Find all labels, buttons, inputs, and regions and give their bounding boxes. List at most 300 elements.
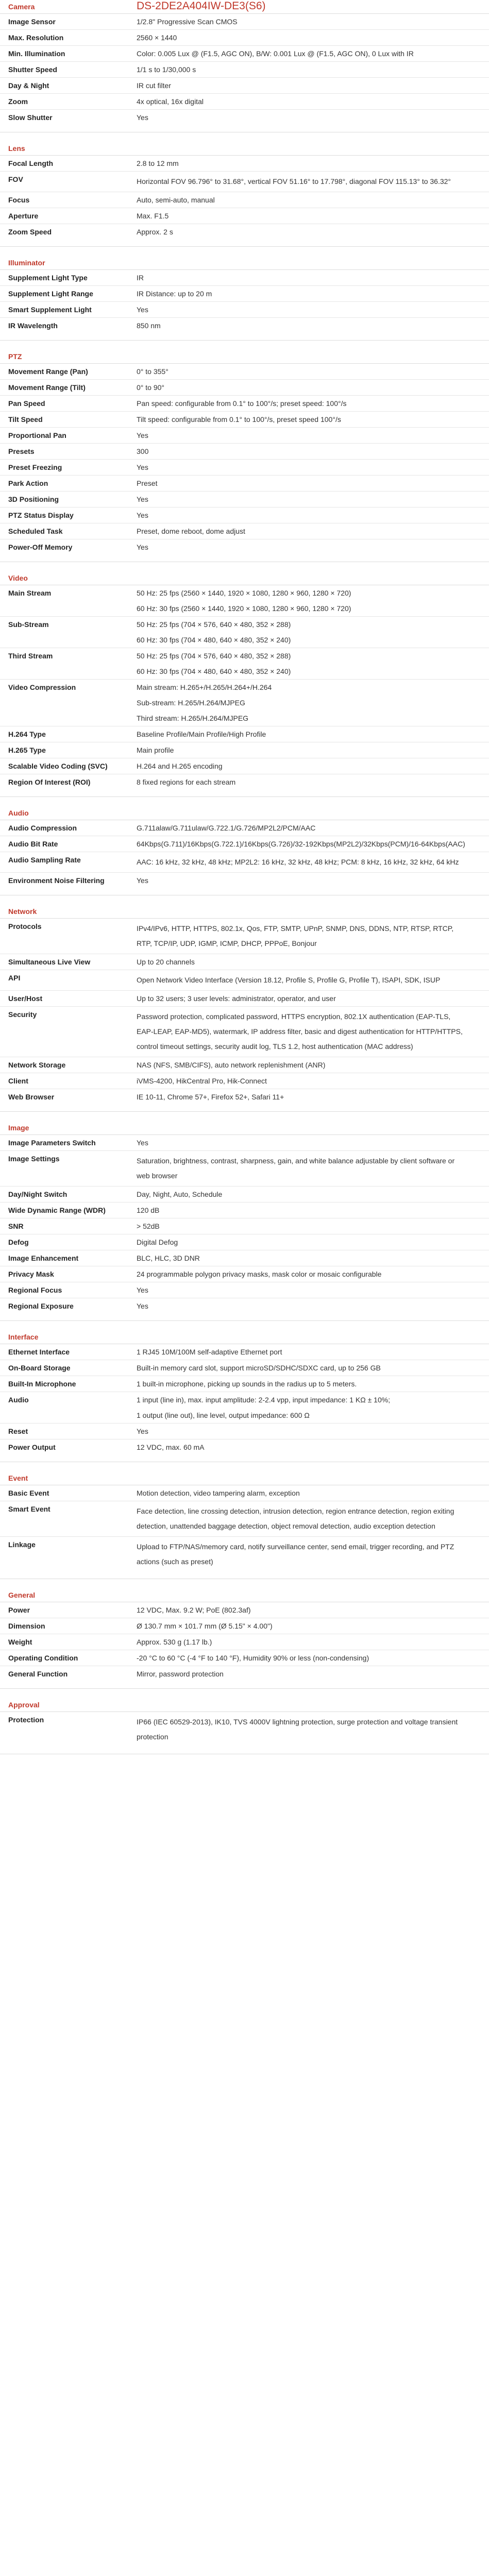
spec-row — [0, 364, 489, 380]
section-title: General — [8, 1591, 36, 1599]
spec-value-line: iVMS-4200, HikCentral Pro, Hik-Connect — [137, 1077, 267, 1085]
spec-row — [0, 1712, 489, 1747]
spec-value — [137, 1669, 466, 1679]
spec-value-line: Horizontal FOV 96.796° to 31.68°, vertical FOV 51.16° to 17.798°, diagonal FOV 115.13° to 36.32° — [137, 177, 451, 185]
spec-section-camera — [0, 0, 489, 132]
section-header — [0, 1330, 489, 1344]
spec-value — [137, 993, 466, 1004]
spec-value — [137, 729, 466, 739]
spec-row — [0, 539, 489, 555]
spec-value-line: 1 input (line in), max. input amplitude: 2-2.4 vpp, input impedance: 1 KΩ ± 10%; — [137, 1396, 391, 1404]
spec-label: H.265 Type — [8, 746, 46, 754]
spec-label: Power Output — [8, 1443, 56, 1451]
spec-label: Smart Event — [8, 1505, 50, 1513]
spec-value-line: Yes — [137, 1286, 148, 1294]
spec-label: Protection — [8, 1716, 44, 1724]
spec-label: Scheduled Task — [8, 527, 63, 535]
spec-section-lens — [0, 142, 489, 247]
spec-label: Defog — [8, 1238, 29, 1246]
spec-value — [137, 875, 466, 886]
spec-row — [0, 1618, 489, 1634]
spec-label: Power — [8, 1606, 30, 1614]
spec-value-line: 50 Hz: 25 fps (704 × 576, 640 × 480, 352 × 288) — [137, 620, 291, 629]
spec-row — [0, 318, 489, 333]
spec-row — [0, 110, 489, 125]
spec-value-line: Mirror, password protection — [137, 1670, 224, 1678]
spec-value — [137, 823, 466, 833]
spec-value-line: 24 programmable polygon privacy masks, mask color or mosaic configurable — [137, 1270, 382, 1278]
spec-row — [0, 523, 489, 539]
spec-row — [0, 286, 489, 302]
spec-value-line: Built-in memory card slot, support microSD/SDHC/SDXC card, up to 256 GB — [137, 1364, 381, 1372]
section-header — [0, 256, 489, 270]
spec-label: Built-In Microphone — [8, 1380, 76, 1388]
spec-row — [0, 507, 489, 523]
spec-row — [0, 30, 489, 46]
section-header — [0, 1698, 489, 1712]
spec-label: H.264 Type — [8, 730, 46, 738]
spec-row — [0, 774, 489, 790]
spec-value — [137, 855, 466, 870]
spec-label: Power-Off Memory — [8, 543, 73, 551]
spec-row — [0, 380, 489, 396]
spec-value-line: Yes — [137, 543, 148, 551]
spec-row — [0, 192, 489, 208]
spec-value — [137, 227, 466, 237]
spec-label: Client — [8, 1077, 28, 1085]
spec-row — [0, 970, 489, 991]
spec-row — [0, 1073, 489, 1089]
spec-value — [137, 48, 466, 59]
spec-value — [137, 273, 466, 283]
spec-label: Slow Shutter — [8, 113, 53, 122]
spec-label: Pan Speed — [8, 399, 45, 408]
spec-value-line: Approx. 530 g (1.17 lb.) — [137, 1638, 212, 1646]
spec-value-line: IR — [137, 274, 144, 282]
spec-row — [0, 172, 489, 192]
spec-value — [137, 158, 466, 168]
spec-label: Movement Range (Tilt) — [8, 383, 86, 392]
spec-label: Zoom — [8, 97, 28, 106]
spec-section-network — [0, 905, 489, 1112]
spec-value-line: Day, Night, Auto, Schedule — [137, 1190, 223, 1198]
spec-row — [0, 1360, 489, 1376]
spec-row — [0, 617, 489, 648]
spec-value-line: Yes — [137, 1427, 148, 1435]
spec-label: Simultaneous Live View — [8, 958, 91, 966]
spec-label: Linkage — [8, 1540, 36, 1549]
spec-row — [0, 1537, 489, 1572]
spec-row — [0, 1666, 489, 1682]
spec-value — [137, 1269, 466, 1279]
spec-label: Basic Event — [8, 1489, 49, 1497]
spec-row — [0, 1187, 489, 1202]
section-title: Network — [8, 907, 37, 916]
spec-label: Image Parameters Switch — [8, 1139, 96, 1147]
section-title: Interface — [8, 1333, 39, 1341]
spec-value-line: Sub-stream: H.265/H.264/MJPEG — [137, 699, 245, 707]
spec-row — [0, 1650, 489, 1666]
spec-value — [137, 1363, 466, 1373]
spec-value — [137, 494, 466, 504]
spec-value — [137, 510, 466, 520]
spec-row — [0, 1344, 489, 1360]
spec-value-line: 0° to 355° — [137, 367, 168, 376]
spec-value — [137, 526, 466, 536]
spec-row — [0, 1439, 489, 1455]
spec-label: Third Stream — [8, 652, 53, 660]
spec-value-line: 1 output (line out), line level, output impedance: 600 Ω — [137, 1411, 310, 1419]
spec-value — [137, 777, 466, 787]
spec-value-line: Open Network Video Interface (Version 18.12, Profile S, Profile G, Profile T), ISAPI, SDK, ISUP — [137, 976, 441, 984]
spec-value-line: 12 VDC, max. 60 mA — [137, 1443, 205, 1451]
spec-value — [137, 446, 466, 456]
spec-label: Weight — [8, 1638, 32, 1646]
spec-label: IR Wavelength — [8, 321, 58, 330]
spec-label: Day & Night — [8, 81, 49, 90]
model-number: DS-2DE2A404IW-DE3(S6) — [137, 0, 266, 12]
spec-row — [0, 820, 489, 836]
section-title: Camera — [8, 3, 35, 11]
spec-value-line: BLC, HLC, 3D DNR — [137, 1254, 200, 1262]
spec-row — [0, 758, 489, 774]
section-header — [0, 0, 489, 14]
spec-value-line: 50 Hz: 25 fps (704 × 576, 640 × 480, 352 × 288) — [137, 652, 291, 660]
spec-row — [0, 412, 489, 428]
spec-label: Movement Range (Pan) — [8, 367, 88, 376]
spec-row — [0, 836, 489, 852]
spec-value-line: Main stream: H.265+/H.265/H.264+/H.264 — [137, 683, 272, 691]
spec-label: User/Host — [8, 994, 43, 1003]
spec-value — [137, 211, 466, 221]
spec-value — [137, 1092, 466, 1102]
spec-value-line: > 52dB — [137, 1222, 160, 1230]
spec-section-audio — [0, 806, 489, 895]
spec-value-line: IP66 (IEC 60529-2013), IK10, TVS 4000V lightning protection, surge protection and voltage transient protection — [137, 1718, 458, 1741]
spec-section-general — [0, 1588, 489, 1689]
section-header — [0, 1471, 489, 1485]
spec-value-line: Up to 20 channels — [137, 958, 195, 966]
spec-row — [0, 428, 489, 444]
spec-value-line: Auto, semi-auto, manual — [137, 196, 215, 204]
spec-value — [137, 382, 466, 393]
spec-label: Video Compression — [8, 683, 76, 691]
spec-value — [137, 1009, 466, 1054]
spec-label: Scalable Video Coding (SVC) — [8, 762, 108, 770]
spec-value — [137, 1715, 466, 1744]
spec-label: Wide Dynamic Range (WDR) — [8, 1206, 106, 1214]
spec-section-video — [0, 571, 489, 797]
spec-value-line: Yes — [137, 495, 148, 503]
spec-label: Audio Bit Rate — [8, 840, 58, 848]
spec-label: Aperture — [8, 212, 39, 220]
spec-value-line: Yes — [137, 1139, 148, 1147]
spec-value-line: 0° to 90° — [137, 383, 165, 392]
section-header — [0, 350, 489, 364]
spec-value — [137, 1285, 466, 1295]
section-title: Image — [8, 1124, 29, 1132]
spec-value-line: 120 dB — [137, 1206, 160, 1214]
spec-label: On-Board Storage — [8, 1364, 71, 1372]
spec-section-event — [0, 1471, 489, 1579]
spec-row — [0, 1602, 489, 1618]
spec-row — [0, 1151, 489, 1187]
spec-value — [137, 682, 466, 723]
spec-row — [0, 94, 489, 110]
spec-value-line: H.264 and H.265 encoding — [137, 762, 223, 770]
spec-value — [137, 651, 466, 676]
spec-value-line: Main profile — [137, 746, 174, 754]
spec-row — [0, 1392, 489, 1423]
spec-row — [0, 585, 489, 617]
spec-label: Image Settings — [8, 1155, 60, 1163]
spec-value — [137, 320, 466, 331]
spec-label: Main Stream — [8, 589, 52, 597]
spec-value — [137, 1637, 466, 1647]
spec-label: Audio Compression — [8, 824, 77, 832]
spec-value-line: 2560 × 1440 — [137, 33, 177, 42]
spec-row — [0, 78, 489, 94]
spec-label: FOV — [8, 175, 23, 183]
spec-label: Min. Illumination — [8, 49, 65, 58]
spec-row — [0, 492, 489, 507]
section-header — [0, 905, 489, 919]
spec-value — [137, 957, 466, 967]
spec-value — [137, 1379, 466, 1389]
spec-value — [137, 1205, 466, 1215]
spec-label: Ethernet Interface — [8, 1348, 70, 1356]
spec-row — [0, 1089, 489, 1105]
spec-value-line: 2.8 to 12 mm — [137, 159, 179, 167]
spec-value-line: 300 — [137, 447, 149, 455]
spec-value — [137, 1237, 466, 1247]
spec-value-line: Color: 0.005 Lux @ (F1.5, AGC ON), B/W: 0.001 Lux @ (F1.5, AGC ON), 0 Lux with IR — [137, 49, 414, 58]
spec-value — [137, 745, 466, 755]
spec-value-line: IR Distance: up to 20 m — [137, 290, 212, 298]
spec-row — [0, 1298, 489, 1314]
spec-value — [137, 112, 466, 123]
spec-value — [137, 414, 466, 425]
spec-row — [0, 270, 489, 286]
spec-value — [137, 1221, 466, 1231]
spec-value — [137, 1442, 466, 1452]
spec-row — [0, 1485, 489, 1501]
spec-label: Image Enhancement — [8, 1254, 79, 1262]
spec-value-line: Digital Defog — [137, 1238, 178, 1246]
spec-value-line: AAC: 16 kHz, 32 kHz, 48 kHz; MP2L2: 16 kHz, 32 kHz, 48 kHz; PCM: 8 kHz, 16 kHz, 32 kHz, 64 kHz — [137, 858, 459, 866]
spec-value-line: 60 Hz: 30 fps (2560 × 1440, 1920 × 1080, 1280 × 960, 1280 × 720) — [137, 604, 351, 613]
spec-value-line: 12 VDC, Max. 9.2 W; PoE (802.3af) — [137, 1606, 251, 1614]
spec-label: Smart Supplement Light — [8, 306, 92, 314]
spec-value — [137, 304, 466, 315]
spec-value — [137, 80, 466, 91]
spec-value — [137, 16, 466, 27]
spec-section-approval — [0, 1698, 489, 1754]
spec-value-line: 850 nm — [137, 321, 161, 330]
spec-value-line: Password protection, complicated password, HTTPS encryption, 802.1X authentication (EAP-TLS, EAP-LEAP, EAP-MD5), watermark, IP address filter, basic and digest authentication for HTTP/HTTPS, control timeout settings, security audit log, TLS 1.2, host authentication (MAC address) — [137, 1012, 463, 1050]
spec-label: Day/Night Switch — [8, 1190, 68, 1198]
spec-value-line: 8 fixed regions for each stream — [137, 778, 236, 786]
spec-row — [0, 1282, 489, 1298]
spec-label: Sub-Stream — [8, 620, 49, 629]
spec-label: Shutter Speed — [8, 65, 57, 74]
spec-value — [137, 1488, 466, 1498]
spec-value — [137, 1253, 466, 1263]
spec-section-illuminator — [0, 256, 489, 341]
spec-value-line: 4x optical, 16x digital — [137, 97, 204, 106]
section-title: PTZ — [8, 352, 22, 361]
spec-label: Supplement Light Range — [8, 290, 93, 298]
spec-value-line: Yes — [137, 876, 148, 885]
spec-label: Operating Condition — [8, 1654, 78, 1662]
spec-value — [137, 1653, 466, 1663]
spec-row — [0, 1423, 489, 1439]
spec-row — [0, 991, 489, 1007]
spec-value-line: IR cut filter — [137, 81, 171, 90]
section-title: Illuminator — [8, 259, 45, 267]
spec-value — [137, 96, 466, 107]
spec-value — [137, 478, 466, 488]
spec-row — [0, 1234, 489, 1250]
spec-value — [137, 462, 466, 472]
spec-value-line: IPv4/IPv6, HTTP, HTTPS, 802.1x, Qos, FTP, SMTP, UPnP, SNMP, DNS, DDNS, NTP, RTSP, RTCP, RTP, TCP/IP, UDP, IGMP, ICMP, DHCP, PPPoE, Bonjour — [137, 924, 454, 947]
spec-value — [137, 430, 466, 440]
section-title: Video — [8, 574, 28, 582]
spec-label: Tilt Speed — [8, 415, 43, 423]
spec-row — [0, 396, 489, 412]
spec-value-line: Yes — [137, 431, 148, 439]
spec-value — [137, 588, 466, 614]
section-title: Lens — [8, 144, 25, 152]
spec-value — [137, 1395, 466, 1420]
spec-label: Park Action — [8, 479, 48, 487]
spec-row — [0, 1135, 489, 1151]
spec-value-line: 1 RJ45 10M/100M self-adaptive Ethernet port — [137, 1348, 282, 1356]
spec-label: Reset — [8, 1427, 28, 1435]
spec-value-line: Baseline Profile/Main Profile/High Profile — [137, 730, 266, 738]
spec-row — [0, 1218, 489, 1234]
spec-label: Regional Focus — [8, 1286, 62, 1294]
spec-label: PTZ Status Display — [8, 511, 74, 519]
section-title: Event — [8, 1474, 28, 1482]
section-header — [0, 142, 489, 156]
spec-row — [0, 1007, 489, 1057]
spec-value-line: 50 Hz: 25 fps (2560 × 1440, 1920 × 1080, 1280 × 960, 1280 × 720) — [137, 589, 351, 597]
spec-value — [137, 195, 466, 205]
spec-value — [137, 1621, 466, 1631]
section-title: Audio — [8, 809, 29, 817]
spec-value-line: IE 10-11, Chrome 57+, Firefox 52+, Safari 11+ — [137, 1093, 284, 1101]
spec-label: Zoom Speed — [8, 228, 52, 236]
spec-value-line: Approx. 2 s — [137, 228, 173, 236]
spec-value-line: -20 °C to 60 °C (-4 °F to 140 °F), Humidity 90% or less (non-condensing) — [137, 1654, 369, 1662]
spec-value-line: Yes — [137, 1302, 148, 1310]
spec-row — [0, 444, 489, 460]
spec-label: Region Of Interest (ROI) — [8, 778, 91, 786]
spec-value-line: Pan speed: configurable from 0.1° to 100°/s; preset speed: 100°/s — [137, 399, 347, 408]
spec-value-line: Yes — [137, 463, 148, 471]
spec-row — [0, 742, 489, 758]
spec-row — [0, 1266, 489, 1282]
spec-value-line: Preset — [137, 479, 158, 487]
spec-value — [137, 174, 466, 189]
spec-value — [137, 64, 466, 75]
spec-value-line: 1/1 s to 1/30,000 s — [137, 65, 196, 74]
spec-row — [0, 919, 489, 954]
spec-label: Protocols — [8, 922, 42, 930]
spec-value — [137, 761, 466, 771]
spec-row — [0, 680, 489, 726]
spec-value-line: 1 built-in microphone, picking up sounds in the radius up to 5 meters. — [137, 1380, 357, 1388]
spec-value — [137, 1076, 466, 1086]
spec-value-line: Yes — [137, 306, 148, 314]
spec-row — [0, 1057, 489, 1073]
spec-label: Preset Freezing — [8, 463, 62, 471]
spec-label: Network Storage — [8, 1061, 66, 1069]
section-header — [0, 1121, 489, 1135]
spec-row — [0, 852, 489, 873]
spec-row — [0, 460, 489, 476]
spec-value — [137, 839, 466, 849]
spec-row — [0, 208, 489, 224]
spec-row — [0, 648, 489, 680]
spec-value-line: Upload to FTP/NAS/memory card, notify surveillance center, send email, trigger recording, and PTZ actions (such as preset) — [137, 1543, 454, 1566]
spec-label: Image Sensor — [8, 18, 56, 26]
spec-row — [0, 1376, 489, 1392]
spec-label: Privacy Mask — [8, 1270, 54, 1278]
spec-label: API — [8, 974, 21, 982]
spec-label: Presets — [8, 447, 35, 455]
section-header — [0, 571, 489, 585]
spec-label: Focal Length — [8, 159, 54, 167]
spec-value-line: Max. F1.5 — [137, 212, 169, 220]
spec-value — [137, 1189, 466, 1199]
spec-row — [0, 1202, 489, 1218]
spec-label: Audio Sampling Rate — [8, 856, 81, 864]
spec-label: Security — [8, 1010, 37, 1019]
spec-label: Audio — [8, 1396, 29, 1404]
spec-value-line: Ø 130.7 mm × 101.7 mm (Ø 5.15" × 4.00") — [137, 1622, 273, 1630]
spec-row — [0, 224, 489, 240]
spec-label: Web Browser — [8, 1093, 55, 1101]
spec-value — [137, 973, 466, 988]
spec-value-line: G.711alaw/G.711ulaw/G.722.1/G.726/MP2L2/PCM/AAC — [137, 824, 316, 832]
spec-value — [137, 1301, 466, 1311]
spec-value — [137, 1154, 466, 1183]
spec-value-line: Preset, dome reboot, dome adjust — [137, 527, 245, 535]
spec-label: Proportional Pan — [8, 431, 66, 439]
spec-value-line: Up to 32 users; 3 user levels: administrator, operator, and user — [137, 994, 336, 1003]
spec-value-line: 60 Hz: 30 fps (704 × 480, 640 × 480, 352 × 240) — [137, 636, 291, 644]
spec-value-line: Tilt speed: configurable from 0.1° to 100°/s, preset speed 100°/s — [137, 415, 341, 423]
spec-value — [137, 1060, 466, 1070]
spec-value — [137, 1138, 466, 1148]
spec-row — [0, 14, 489, 30]
spec-value — [137, 398, 466, 409]
section-header — [0, 806, 489, 820]
spec-value-line: NAS (NFS, SMB/CIFS), auto network replenishment (ANR) — [137, 1061, 326, 1069]
spec-value — [137, 289, 466, 299]
spec-row — [0, 1250, 489, 1266]
spec-row — [0, 156, 489, 172]
spec-row — [0, 302, 489, 318]
spec-label: Regional Exposure — [8, 1302, 74, 1310]
section-header — [0, 1588, 489, 1602]
spec-value — [137, 1504, 466, 1534]
spec-section-ptz — [0, 350, 489, 562]
spec-section-image — [0, 1121, 489, 1321]
spec-value — [137, 32, 466, 43]
